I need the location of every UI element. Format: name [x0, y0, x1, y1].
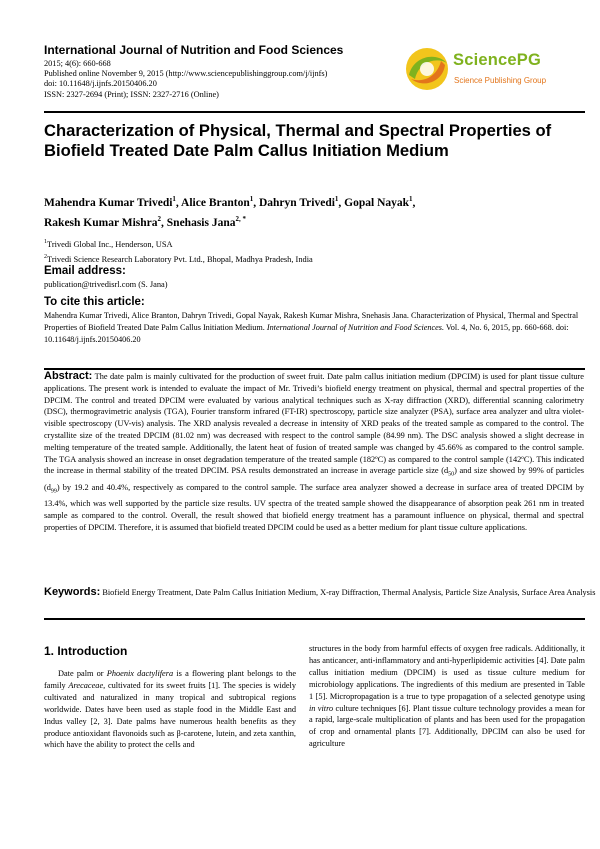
meta-line: ISSN: 2327-2694 (Print); ISSN: 2327-2716 (Online) — [44, 89, 219, 99]
affiliations — [44, 236, 313, 266]
email-heading: Email address: — [44, 265, 126, 277]
meta-line: 2015; 4(6): 660-668 — [44, 59, 111, 68]
email-link[interactable]: publication@trivedisrl.com (S. Jana) — [44, 280, 168, 289]
citation-tail: Vol. 4, No. 6, 2015, pp. 660-668. doi: 10.11648/j.ijnfs.20150406.20 — [44, 323, 569, 344]
author-sup: 2, * — [235, 214, 246, 223]
abstract-rule — [44, 368, 585, 370]
header-rule — [44, 111, 585, 113]
abstract-text: The date palm is mainly cultivated for the production of sweet fruit. Date palm callus initiation medium (DPCIM) is used for plant tissue culture applications. The present work is intended to evaluate the impact of Mr. Trivedi’s biofield energy treatment on physical, thermal and spectral properties of the DPCIM. The control and treated DPCIM were evaluated by various analytical techniques such as X-ray diffraction (XRD), differential scanning calorimetry (DSC), thermogravimetric analysis (TGA), Fourier transform infrared (FT-IR) spectroscopy, particle size analyzer (PSA), surface area analyzer and ultra violet-visible spectroscopy (UV-vis) analysis. The XRD analysis revealed a decrease in intensity of XRD peaks of the treated sample as compared to the control. The crystallite size of the treated DPCIM (81.02 nm) was decreased with respect to the control sample (84.99 nm). The DSC analysis showed a slight decrease in melting temperature of the treated sample. Additionally, the latent heat of fusion of treated sample was changed by 45.66% as compared to the control sample. The TGA analysis showed an increase in onset degradation temperature of the treated sample (182ºC) as compared to the control sample (142ºC). This indicated the increase in thermal stability of the treated DPCIM. PSA results demonstrated an increase in average particle size (d — [44, 372, 584, 476]
intro-left-column — [44, 668, 296, 751]
article-title: Characterization of Physical, Thermal and Spectral Properties of Biofield Treated Date Palm Callus Initiation Medium — [44, 121, 552, 160]
author-sup: 1 — [334, 195, 339, 203]
abstract-sub: 99 — [50, 488, 57, 495]
intro-italic: in vitro — [309, 703, 334, 713]
publisher-logo[interactable] — [403, 43, 563, 101]
keywords — [44, 586, 600, 599]
author-name: Gopal Nayak — [344, 196, 410, 209]
cite-heading: To cite this article: — [44, 296, 145, 308]
intro-text: culture techniques [6]. Plant tissue culture technology provides a mean for a rapid, large-scale multiplication of plants and has been used for the propagation of crop and ornamental plants [7]. Additionally, DPCIM can also be used for agriculture — [309, 703, 585, 749]
abstract-label: Abstract: — [44, 370, 93, 382]
author-sup: 2 — [157, 214, 162, 223]
intro-text: , cultivated for its sweet fruits [1]. The species is widely cultivated and naturalized in many tropical and subtropical regions worldwide. Dates have been used as staple food in the Middle East and Indus valley [2, 3]. Date palms have numerous health benefits as they produce antioxidant flavonoids such as β-carotene, lutein, and zeta xanthin, which have the ability to protect the cells and — [44, 680, 296, 750]
author-sep: , — [412, 196, 416, 209]
journal-name: International Journal of Nutrition and Food Sciences — [44, 43, 344, 57]
keywords-label: Keywords: — [44, 586, 101, 598]
meta-line: Published online November 9, 2015 (http://www.sciencepublishinggroup.com/j/ijnfs) — [44, 69, 328, 79]
intro-italic: Phoenix dactylifera — [106, 669, 174, 678]
author-sup: 1 — [172, 195, 176, 203]
author-sep: , — [161, 216, 167, 229]
abstract-text: ) by 19.2 and 40.4%, respectively as compared to the control sample. The surface area analyzer showed a decrease in surface area of treated DPCIM by 13.4%, which was well supported by the particle size results. UV spectra of the treated sample showed the disappearance of absorption peak 261 nm in treated sample as compared to the control. Overall, the result showed that biofield energy treatment has a paramount influence on physical, thermal and spectral properties of DPCIM. Therefore, it is assumed that biofield treated DPCIM could be used as a better medium for plant tissue culture applications. — [44, 482, 584, 532]
affiliation-item — [44, 251, 313, 266]
author-name: Mahendra Kumar Trivedi — [44, 196, 173, 209]
abstract-sub: 50 — [448, 472, 455, 479]
author-name: Alice Branton — [181, 196, 250, 209]
section-heading: 1. Introduction — [44, 644, 128, 658]
author-name: Rakesh Kumar Mishra — [44, 216, 158, 229]
author-sup: 1 — [249, 195, 254, 203]
citation-journal: International Journal of Nutrition and Food Sciences. — [266, 323, 445, 332]
citation-text — [44, 310, 584, 346]
author-sep: , — [338, 196, 345, 209]
logo-brand-text: SciencePG — [453, 51, 542, 69]
affiliation-text: Trivedi Science Research Laboratory Pvt. Ltd., Bhopal, Madhya Pradesh, India — [47, 254, 313, 264]
meta-line: doi: 10.11648/j.ijnfs.20150406.20 — [44, 79, 157, 89]
keywords-rule — [44, 618, 585, 620]
affiliation-text: Trivedi Global Inc., Henderson, USA — [47, 239, 173, 249]
affiliation-sup: 1 — [44, 239, 47, 245]
intro-text: structures in the body from harmful effects of oxygen free radicals. Additionally, it has anticancer, anti-inflammatory and anti-hyperlipidemic activities [4]. Date palm callus initiation medium (DPCIM) is used as tissue culture medium for microbiology applications. The ingredients of this medium are presented in Table 1 [5]. Micropropagation is a true to type propagation of a selected genotype using — [309, 644, 585, 701]
intro-text: is a flowering plant belongs to the family — [44, 669, 297, 690]
intro-text: Date palm or — [58, 669, 107, 678]
author-sep: , — [175, 196, 182, 209]
author-sup: 1 — [409, 195, 413, 203]
affiliation-sup: 2 — [44, 253, 47, 260]
abstract — [44, 371, 584, 534]
author-sep: , — [253, 196, 259, 209]
affiliation-item — [44, 236, 313, 251]
author-name: Dahryn Trivedi — [258, 196, 335, 209]
intro-right-column — [309, 643, 585, 750]
citation-body: Mahendra Kumar Trivedi, Alice Branton, Dahryn Trivedi, Gopal Nayak, Rakesh Kumar Mishra, Snehasis Jana. Characterization of Physical, Thermal and Spectral Properties of Biofield Treated Date Palm Callus Initiation Medium. — [44, 311, 579, 332]
intro-italic: Arecaceae — [68, 680, 104, 690]
logo-swirl-icon — [403, 45, 451, 93]
logo-subtitle: Science Publishing Group — [454, 76, 547, 85]
author-list — [44, 191, 564, 231]
author-name: Snehasis Jana — [166, 216, 236, 229]
keywords-text: Biofield Energy Treatment, Date Palm Callus Initiation Medium, X-ray Diffraction, Thermal Analysis, Particle Size Analysis, Surface Area Analysis — [100, 588, 596, 597]
journal-meta — [44, 59, 374, 100]
abstract-text: ) and size showed by 99% of particles (d — [44, 466, 584, 492]
